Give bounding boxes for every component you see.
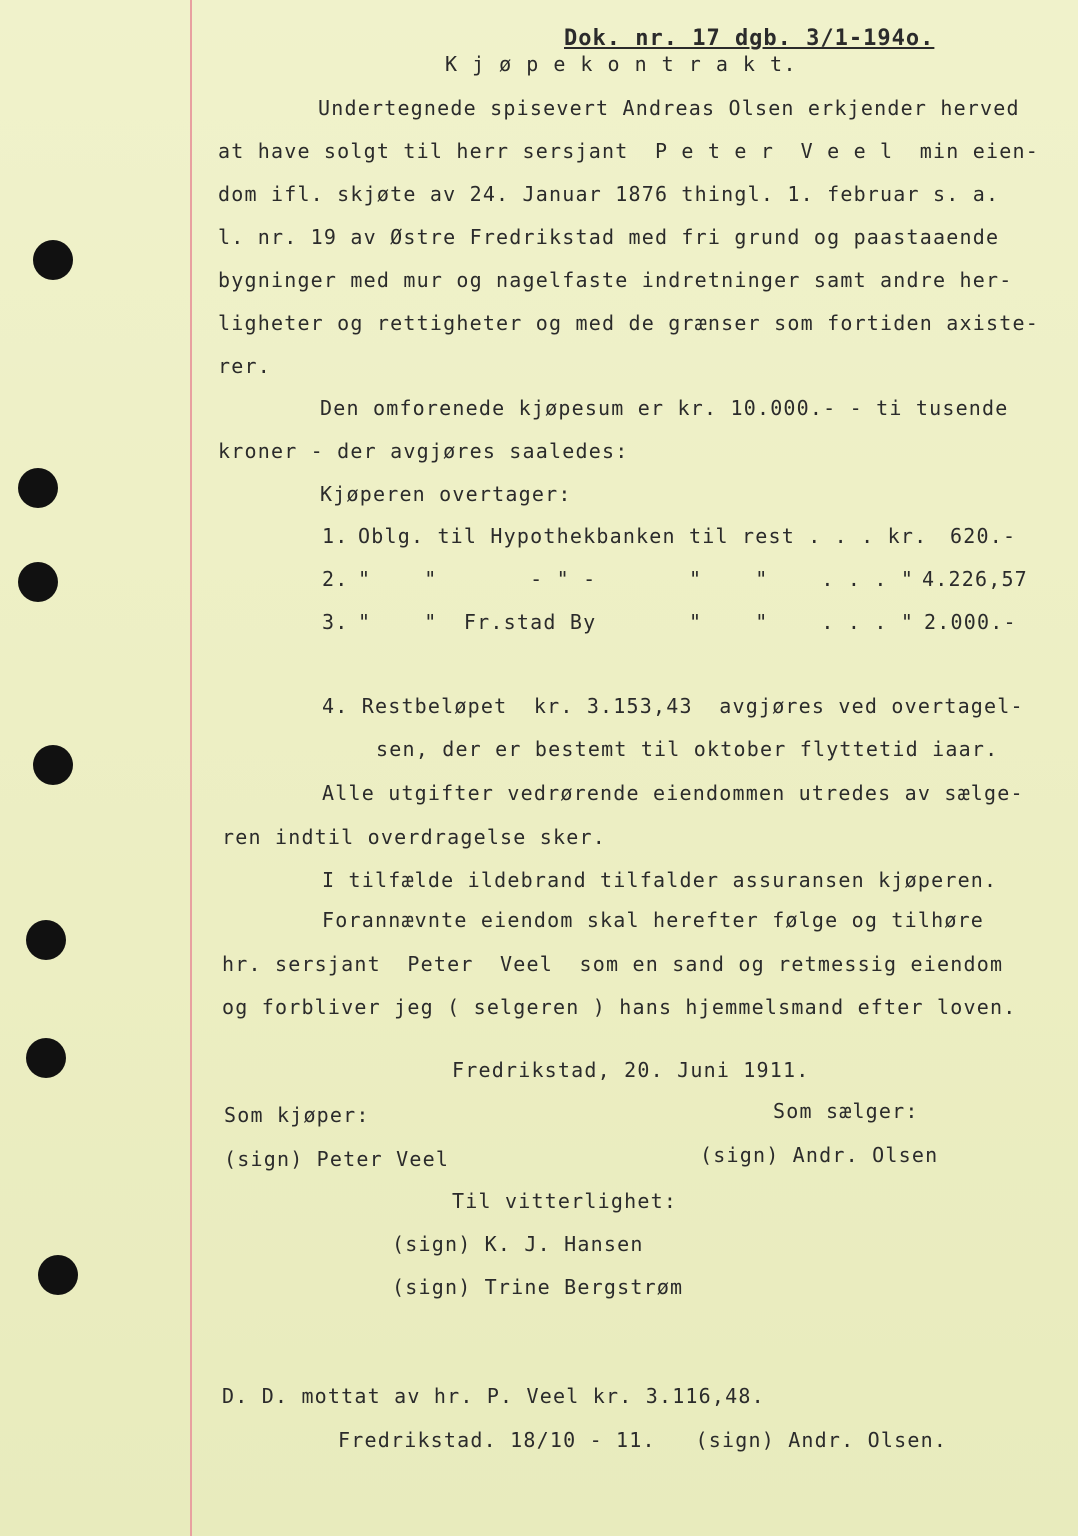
document-title: K j ø p e k o n t r a k t. bbox=[445, 52, 798, 76]
punch-hole-icon bbox=[18, 562, 58, 602]
payment-item bbox=[322, 524, 1032, 548]
item-number: 2. bbox=[322, 567, 349, 591]
buyer-label: Som kjøper: bbox=[224, 1103, 370, 1127]
buyer-signature: (sign) Peter Veel bbox=[224, 1147, 450, 1171]
payment-item bbox=[322, 567, 1032, 591]
document-reference: Dok. nr. 17 dgb. 3/1-194o. bbox=[564, 26, 935, 51]
paragraph-line: kroner - der avgjøres saaledes: bbox=[218, 439, 629, 463]
item-text: " " - " - " " . . . " bbox=[358, 567, 915, 591]
item-text: Oblg. til Hypothekbanken til rest . . . kr. bbox=[358, 524, 928, 548]
receipt-line: Fredrikstad. 18/10 - 11. (sign) Andr. Olsen. bbox=[338, 1428, 948, 1452]
paragraph-line: hr. sersjant Peter Veel som en sand og retmessig eiendom bbox=[222, 952, 1004, 976]
witness-signature: (sign) Trine Bergstrøm bbox=[392, 1275, 684, 1299]
witness-signature: (sign) K. J. Hansen bbox=[392, 1232, 644, 1256]
place-date: Fredrikstad, 20. Juni 1911. bbox=[452, 1058, 810, 1082]
item-number: 1. bbox=[322, 524, 349, 548]
paragraph-line: ligheter og rettigheter og med de grænser som fortiden axiste- bbox=[218, 311, 1039, 335]
item-text: " " Fr.stad By " " . . . " bbox=[358, 610, 915, 634]
punch-hole-icon bbox=[33, 240, 73, 280]
paragraph-line: bygninger med mur og nagelfaste indretninger samt andre her- bbox=[218, 268, 1013, 292]
item-number: 3. bbox=[322, 610, 349, 634]
punch-hole-icon bbox=[26, 920, 66, 960]
witness-label: Til vitterlighet: bbox=[452, 1189, 678, 1213]
item-amount: 4.226,57 bbox=[922, 567, 1028, 591]
punch-hole-icon bbox=[38, 1255, 78, 1295]
paragraph-line: l. nr. 19 av Østre Fredrikstad med fri grund og paastaaende bbox=[218, 225, 1000, 249]
paragraph-line: 4. Restbeløpet kr. 3.153,43 avgjøres ved overtagel- bbox=[322, 694, 1024, 718]
paragraph-line: Forannævnte eiendom skal herefter følge og tilhøre bbox=[322, 908, 985, 932]
item-amount: 2.000.- bbox=[924, 610, 1017, 634]
paragraph-line: Alle utgifter vedrørende eiendommen utredes av sælge- bbox=[322, 781, 1024, 805]
paragraph-line: at have solgt til herr sersjant P e t e r V e e l min eien- bbox=[218, 139, 1039, 163]
punch-hole-icon bbox=[18, 468, 58, 508]
paragraph-line: Den omforenede kjøpesum er kr. 10.000.- - ti tusende bbox=[320, 396, 1009, 420]
paragraph-line: Kjøperen overtager: bbox=[320, 482, 572, 506]
seller-label: Som sælger: bbox=[773, 1099, 919, 1123]
receipt-line: D. D. mottat av hr. P. Veel kr. 3.116,48. bbox=[222, 1384, 765, 1408]
paragraph-line: rer. bbox=[218, 354, 271, 378]
paragraph-line: sen, der er bestemt til oktober flyttetid iaar. bbox=[376, 737, 999, 761]
paragraph-line: Undertegnede spisevert Andreas Olsen erkjender herved bbox=[318, 96, 1020, 120]
punch-hole-icon bbox=[26, 1038, 66, 1078]
paragraph-line: ren indtil overdragelse sker. bbox=[222, 825, 606, 849]
item-amount: 620.- bbox=[950, 524, 1017, 548]
paragraph-line: I tilfælde ildebrand tilfalder assuransen kjøperen. bbox=[322, 868, 998, 892]
paragraph-line: og forbliver jeg ( selgeren ) hans hjemmelsmand efter loven. bbox=[222, 995, 1017, 1019]
payment-item bbox=[322, 610, 1032, 634]
seller-signature: (sign) Andr. Olsen bbox=[700, 1143, 939, 1167]
punch-hole-icon bbox=[33, 745, 73, 785]
margin-rule bbox=[190, 0, 192, 1536]
paragraph-line: dom ifl. skjøte av 24. Januar 1876 thingl. 1. februar s. a. bbox=[218, 182, 1000, 206]
